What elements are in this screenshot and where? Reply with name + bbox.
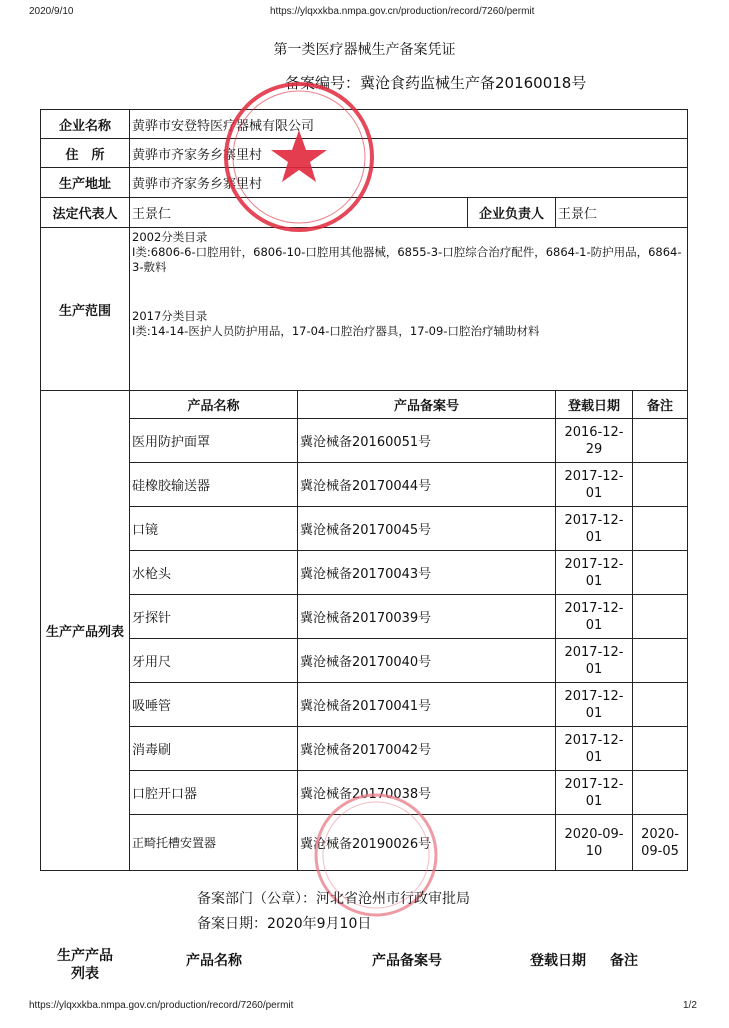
products-label: 生产产品列表 <box>41 391 130 871</box>
note <box>633 727 688 771</box>
scope-spacer <box>132 275 685 309</box>
scope-content <box>130 228 688 391</box>
print-date: 2020/9/10 <box>29 6 74 17</box>
product-number: 冀沧械备20170041号 <box>298 683 556 727</box>
table-row <box>41 595 688 639</box>
note <box>633 771 688 815</box>
table-row <box>41 507 688 551</box>
company-name-value: 黄骅市安登特医疗器械有限公司 <box>130 110 688 139</box>
date-line-2: 01 <box>585 529 603 545</box>
page-footer-url[interactable]: https://ylqxxkba.nmpa.gov.cn/production/record/7260/permit <box>29 1000 294 1011</box>
product-number: 冀沧械备20190026号 <box>298 815 556 871</box>
catalog-2002-title: 2002分类目录 <box>132 230 208 244</box>
col-product-name: 产品名称 <box>130 391 298 419</box>
product-name: 吸唾管 <box>130 683 298 727</box>
date-line-1: 2017-12- <box>564 644 624 660</box>
bottom-col-product-name: 产品名称 <box>186 953 242 969</box>
product-name: 牙用尺 <box>130 639 298 683</box>
record-date <box>556 419 633 463</box>
note <box>633 683 688 727</box>
product-name: 口腔开口器 <box>130 771 298 815</box>
catalog-2017-text: Ⅰ类:14-14-医护人员防护用品，17-04-口腔治疗器具，17-09-口腔治疗辅助材料 <box>132 324 540 338</box>
date-line-1: 2016-12- <box>564 424 624 440</box>
date-line-2: 01 <box>585 705 603 721</box>
company-head-label: 企业负责人 <box>468 198 556 228</box>
record-date <box>556 815 633 871</box>
product-name: 水枪头 <box>130 551 298 595</box>
product-number: 冀沧械备20170045号 <box>298 507 556 551</box>
page-number: 1/2 <box>683 1000 697 1011</box>
table-row <box>41 551 688 595</box>
date-line-1: 2020-09- <box>564 826 624 842</box>
date-line-2: 29 <box>585 441 603 457</box>
product-number: 冀沧械备20170044号 <box>298 463 556 507</box>
product-name: 消毒刷 <box>130 727 298 771</box>
note <box>633 463 688 507</box>
residence-value: 黄骅市齐家务乡寨里村 <box>130 139 688 168</box>
record-date <box>556 463 633 507</box>
product-name: 正畸托槽安置器 <box>130 815 298 871</box>
date-line-1: 2017-12- <box>564 468 624 484</box>
table-row <box>41 639 688 683</box>
record-date <box>556 727 633 771</box>
document-title: 第一类医疗器械生产备案凭证 <box>273 42 456 58</box>
date-line-1: 2017-12- <box>564 688 624 704</box>
table-row <box>41 419 688 463</box>
product-number: 冀沧械备20170038号 <box>298 771 556 815</box>
table-row <box>41 683 688 727</box>
col-product-number: 产品备案号 <box>298 391 556 419</box>
bottom-label-line-1: 生产产品 <box>57 948 113 964</box>
note-line-2: 09-05 <box>641 843 679 859</box>
date-line-2: 01 <box>585 793 603 809</box>
note <box>633 639 688 683</box>
product-name: 医用防护面罩 <box>130 419 298 463</box>
record-date-footer: 备案日期：2020年9月10日 <box>197 916 372 932</box>
date-line-2: 01 <box>585 485 603 501</box>
bottom-col-record-date: 登载日期 <box>530 953 586 969</box>
record-date <box>556 507 633 551</box>
product-name: 牙探针 <box>130 595 298 639</box>
residence-label: 住 所 <box>41 139 130 168</box>
date-line-2: 10 <box>585 843 603 859</box>
production-address-value: 黄骅市齐家务乡寨里村 <box>130 168 688 198</box>
product-number: 冀沧械备20170040号 <box>298 639 556 683</box>
product-name: 硅橡胶输送器 <box>130 463 298 507</box>
note <box>633 507 688 551</box>
record-date <box>556 595 633 639</box>
print-url[interactable]: https://ylqxxkba.nmpa.gov.cn/production/record/7260/permit <box>270 6 535 17</box>
products-header-row <box>41 391 688 419</box>
row-scope <box>41 228 688 391</box>
bottom-col-product-number: 产品备案号 <box>372 953 442 969</box>
col-note: 备注 <box>633 391 688 419</box>
date-line-2: 01 <box>585 749 603 765</box>
record-date <box>556 639 633 683</box>
production-address-label: 生产地址 <box>41 168 130 198</box>
date-line-1: 2017-12- <box>564 732 624 748</box>
note <box>633 551 688 595</box>
record-date <box>556 771 633 815</box>
bottom-label-line-2: 列表 <box>71 966 99 982</box>
note <box>633 595 688 639</box>
date-line-2: 01 <box>585 661 603 677</box>
product-number: 冀沧械备20170039号 <box>298 595 556 639</box>
company-seal-stamp <box>220 78 378 236</box>
date-line-1: 2017-12- <box>564 776 624 792</box>
note <box>633 815 688 871</box>
date-line-2: 01 <box>585 617 603 633</box>
bottom-col-note: 备注 <box>610 953 638 969</box>
table-row <box>41 463 688 507</box>
catalog-2002-text: Ⅰ类:6806-6-口腔用针，6806-10-口腔用其他器械，6855-3-口腔综合治疗配件，6864-1-防护用品，6864-3-敷料 <box>132 245 682 274</box>
record-department: 备案部门（公章）：河北省沧州市行政审批局 <box>197 891 470 907</box>
note-line-1: 2020- <box>641 826 679 842</box>
table-row <box>41 727 688 771</box>
product-number: 冀沧械备20160051号 <box>298 419 556 463</box>
product-number: 冀沧械备20170043号 <box>298 551 556 595</box>
product-number: 冀沧械备20170042号 <box>298 727 556 771</box>
col-record-date: 登载日期 <box>556 391 633 419</box>
note <box>633 419 688 463</box>
product-name: 口镜 <box>130 507 298 551</box>
record-date <box>556 551 633 595</box>
date-line-1: 2017-12- <box>564 556 624 572</box>
legal-rep-label: 法定代表人 <box>41 198 130 228</box>
date-line-1: 2017-12- <box>564 512 624 528</box>
record-number: 备案编号：冀沧食药监械生产备20160018号 <box>285 74 587 92</box>
date-line-2: 01 <box>585 573 603 589</box>
company-head-value: 王景仁 <box>556 198 688 228</box>
bottom-products-label <box>52 947 118 983</box>
catalog-2017-title: 2017分类目录 <box>132 309 208 323</box>
company-name-label: 企业名称 <box>41 110 130 139</box>
scope-label: 生产范围 <box>41 228 130 391</box>
record-date <box>556 683 633 727</box>
legal-rep-value: 王景仁 <box>130 198 468 228</box>
date-line-1: 2017-12- <box>564 600 624 616</box>
